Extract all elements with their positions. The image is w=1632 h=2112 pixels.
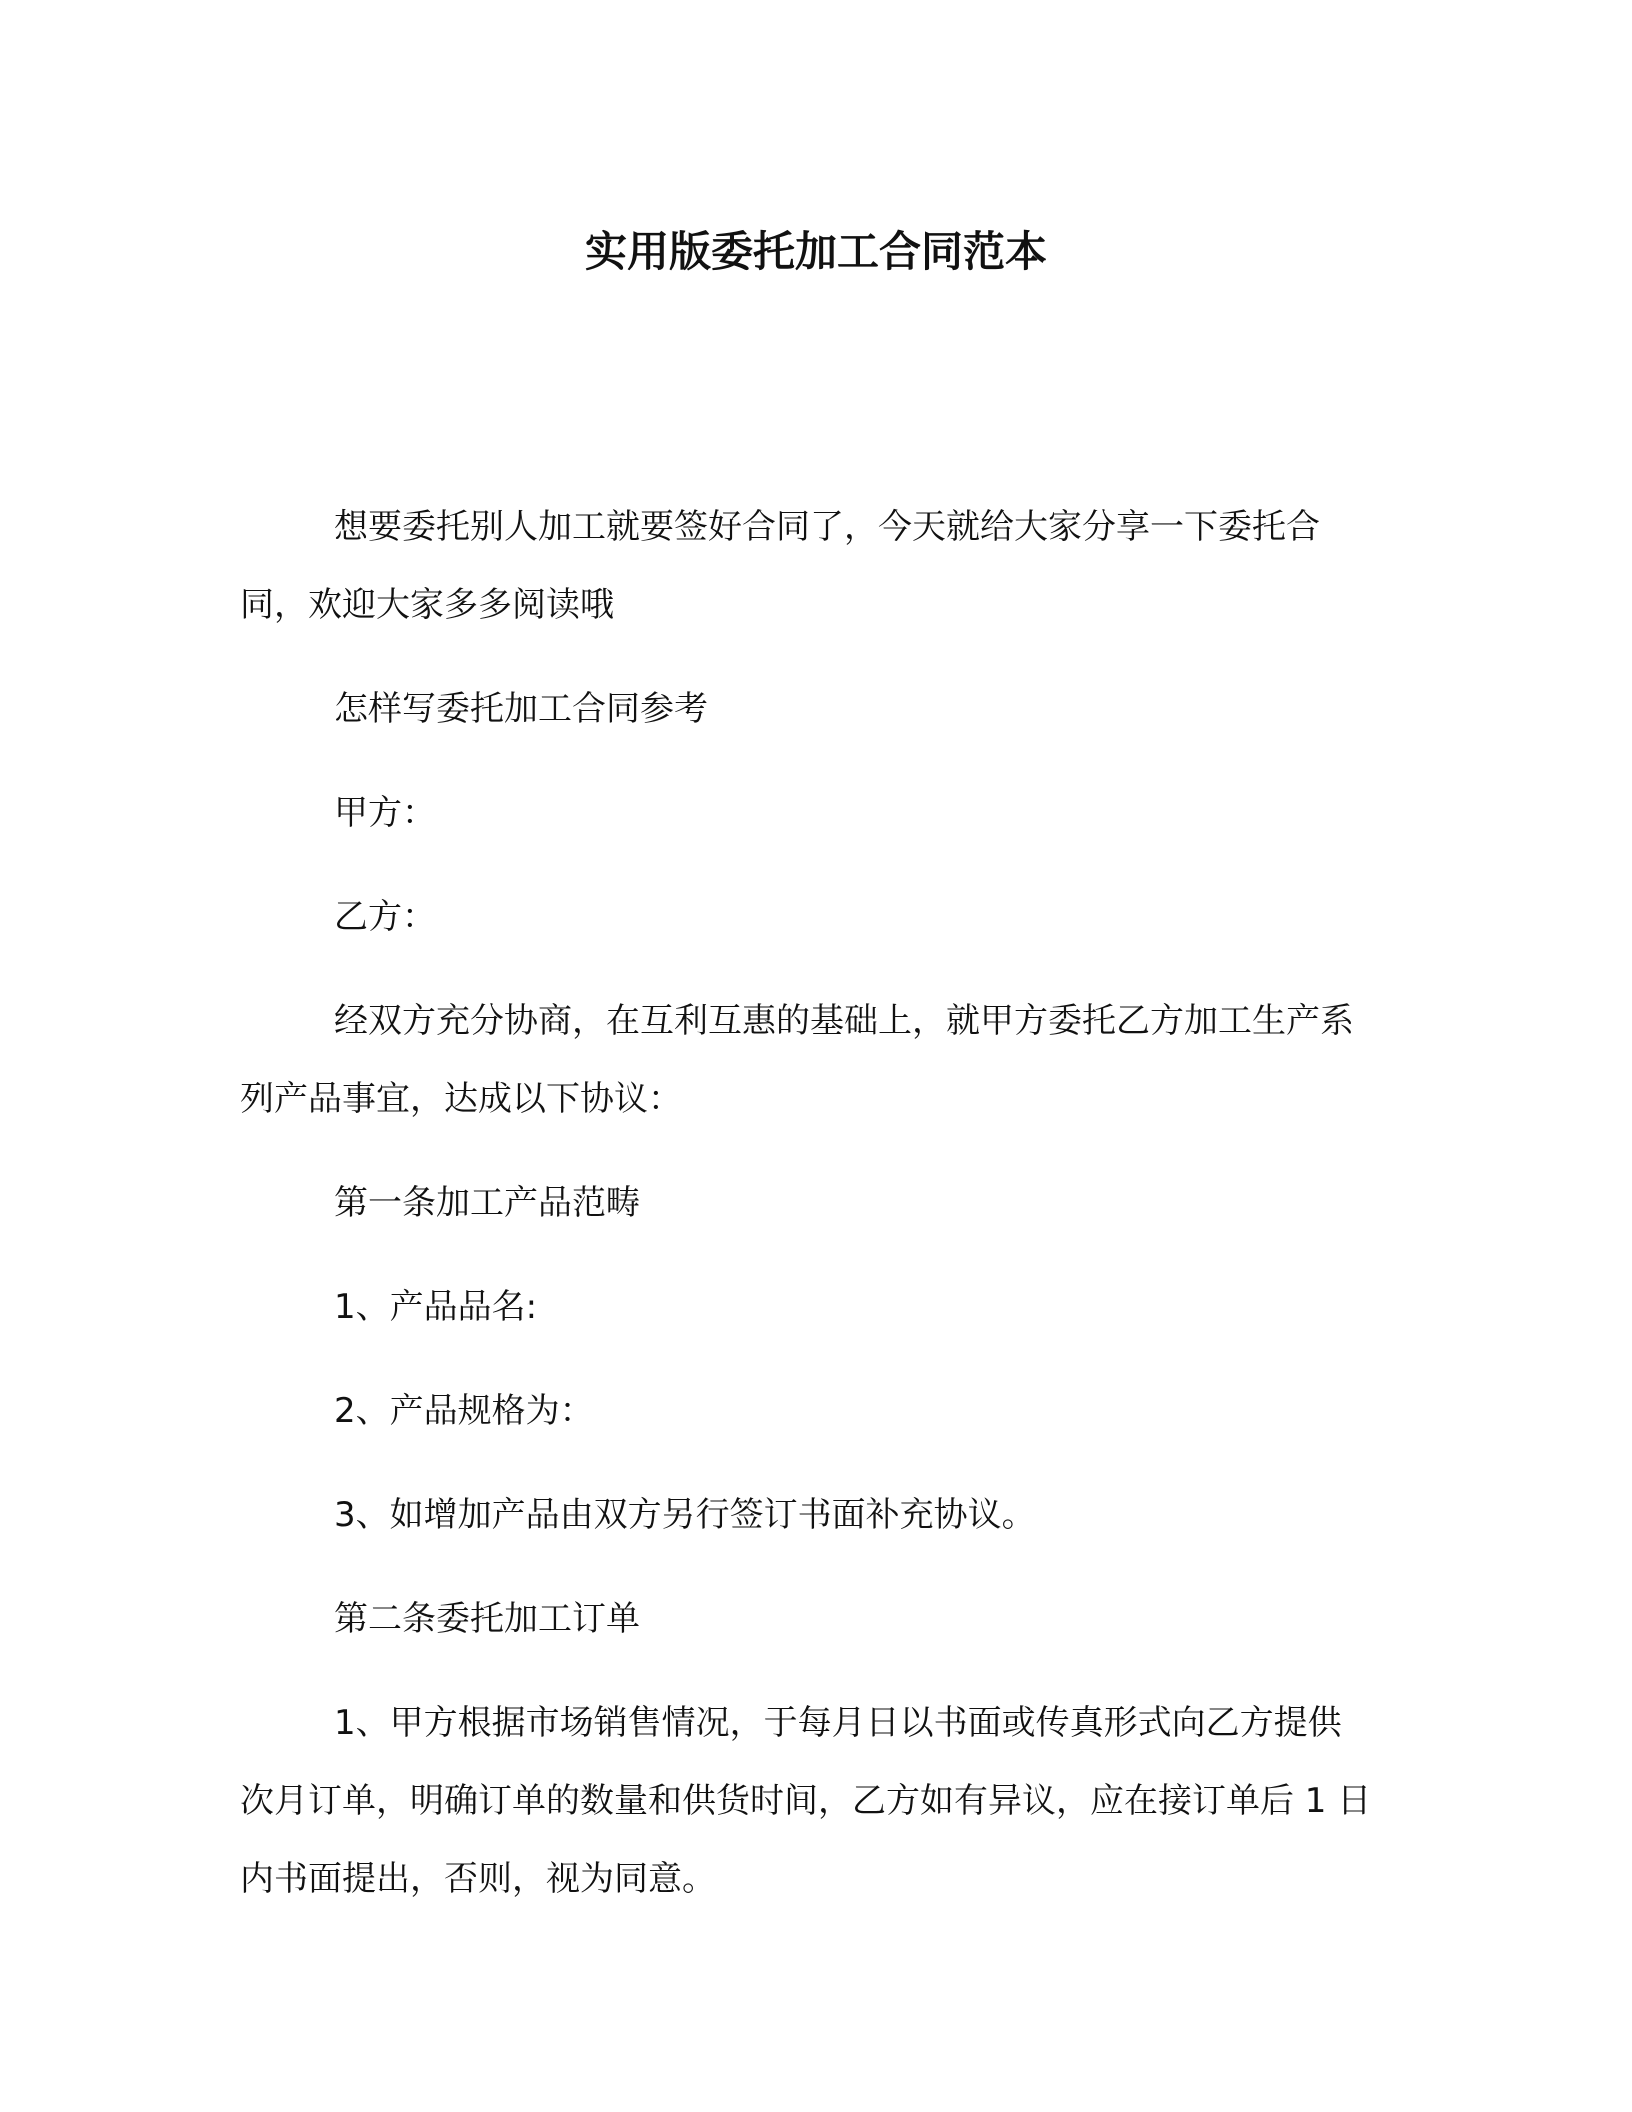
article-1-heading: 第一条加工产品范畴 bbox=[334, 1183, 640, 1223]
article-2-item-1: 1、甲方根据市场销售情况，于每月日以书面或传真形式向乙方提供次月订单，明确订单的数量和供货时间，乙方如有异议，应在接订单后 1 日内书面提出，否则，视为同意。 bbox=[240, 1703, 1372, 1899]
agreement-preamble: 经双方充分协商，在互利互惠的基础上，就甲方委托乙方加工生产系列产品事宜，达成以下协议： bbox=[240, 1001, 1354, 1119]
document-title: 实用版委托加工合同范本 bbox=[584, 227, 1047, 276]
article-1-item-2: 2、产品规格为： bbox=[334, 1391, 594, 1431]
article-1-item-1: 1、产品品名: bbox=[334, 1287, 538, 1327]
party-a-line: 甲方： bbox=[334, 793, 436, 833]
article-2-heading: 第二条委托加工订单 bbox=[334, 1599, 640, 1639]
intro-paragraph: 想要委托别人加工就要签好合同了，今天就给大家分享一下委托合同，欢迎大家多多阅读哦 bbox=[240, 507, 1320, 625]
article-1-item-3: 3、如增加产品由双方另行签订书面补充协议。 bbox=[334, 1495, 1036, 1535]
document-body bbox=[240, 488, 1375, 1944]
section-heading-reference: 怎样写委托加工合同参考 bbox=[334, 689, 708, 729]
party-b-line: 乙方： bbox=[334, 897, 436, 937]
